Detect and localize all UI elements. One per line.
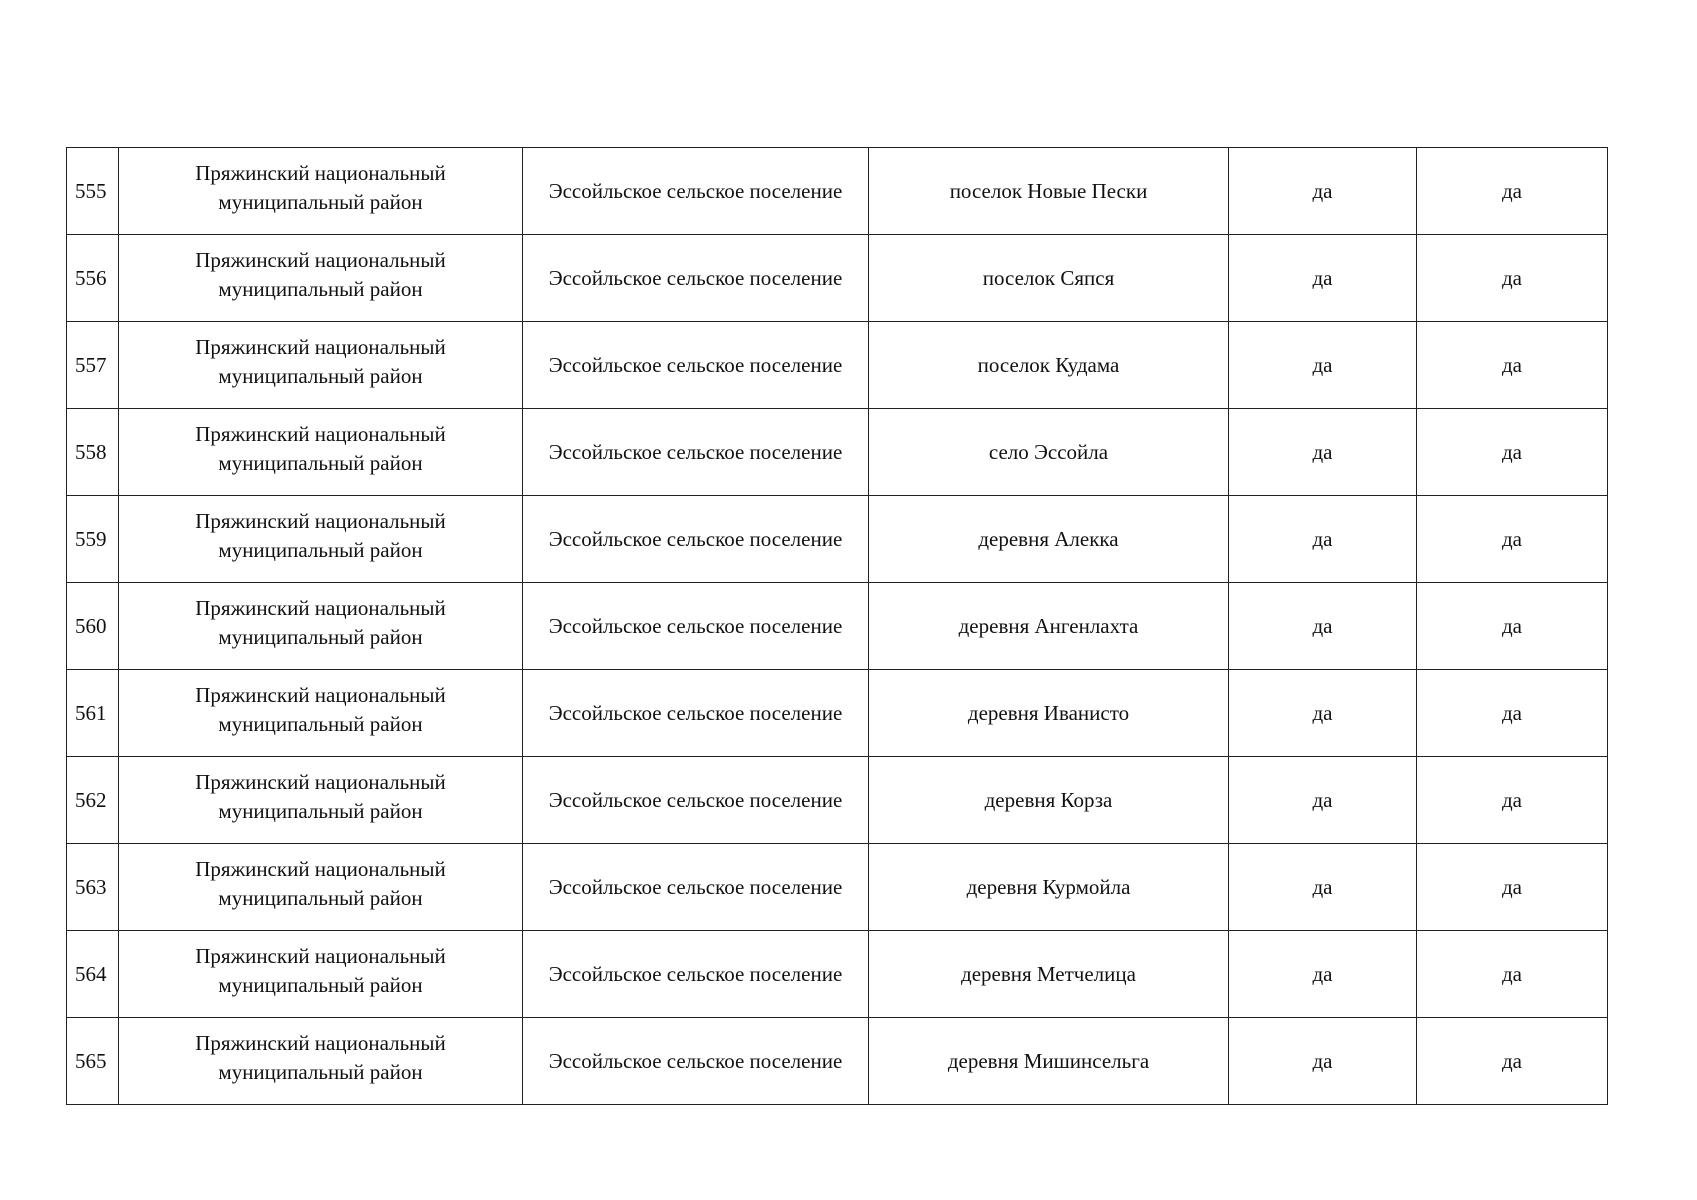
flag-cell-1: да xyxy=(1229,1018,1417,1105)
district-line1: Пряжинский национальный xyxy=(195,770,446,794)
settlement-cell: Эссойльское сельское поселение xyxy=(523,757,869,844)
settlement-cell: Эссойльское сельское поселение xyxy=(523,670,869,757)
table-row xyxy=(67,409,1608,496)
district-line1: Пряжинский национальный xyxy=(195,248,446,272)
flag-cell-1: да xyxy=(1229,757,1417,844)
table-row xyxy=(67,496,1608,583)
settlement-cell: Эссойльское сельское поселение xyxy=(523,931,869,1018)
locality-cell: деревня Метчелица xyxy=(869,931,1229,1018)
flag-cell-2: да xyxy=(1417,409,1608,496)
district-cell xyxy=(119,670,523,757)
settlement-cell: Эссойльское сельское поселение xyxy=(523,583,869,670)
settlement-cell: Эссойльское сельское поселение xyxy=(523,1018,869,1105)
row-number: 559 xyxy=(67,496,119,583)
settlements-table xyxy=(66,147,1608,1105)
flag-cell-1: да xyxy=(1229,670,1417,757)
district-line1: Пряжинский национальный xyxy=(195,335,446,359)
district-cell xyxy=(119,844,523,931)
locality-cell: деревня Мишинсельга xyxy=(869,1018,1229,1105)
table-body xyxy=(67,148,1608,1105)
settlement-cell: Эссойльское сельское поселение xyxy=(523,496,869,583)
flag-cell-1: да xyxy=(1229,235,1417,322)
district-line1: Пряжинский национальный xyxy=(195,422,446,446)
flag-cell-1: да xyxy=(1229,409,1417,496)
district-cell xyxy=(119,496,523,583)
flag-cell-2: да xyxy=(1417,757,1608,844)
table-row xyxy=(67,844,1608,931)
district-line2: муниципальный район xyxy=(218,277,423,301)
settlement-cell: Эссойльское сельское поселение xyxy=(523,235,869,322)
flag-cell-1: да xyxy=(1229,148,1417,235)
table-row xyxy=(67,757,1608,844)
flag-cell-2: да xyxy=(1417,1018,1608,1105)
flag-cell-1: да xyxy=(1229,931,1417,1018)
flag-cell-1: да xyxy=(1229,496,1417,583)
row-number: 561 xyxy=(67,670,119,757)
table-row xyxy=(67,322,1608,409)
district-line1: Пряжинский национальный xyxy=(195,683,446,707)
district-cell xyxy=(119,931,523,1018)
locality-cell: село Эссойла xyxy=(869,409,1229,496)
district-line1: Пряжинский национальный xyxy=(195,161,446,185)
district-line1: Пряжинский национальный xyxy=(195,857,446,881)
settlement-cell: Эссойльское сельское поселение xyxy=(523,148,869,235)
settlement-cell: Эссойльское сельское поселение xyxy=(523,322,869,409)
table-row xyxy=(67,235,1608,322)
row-number: 562 xyxy=(67,757,119,844)
locality-cell: деревня Корза xyxy=(869,757,1229,844)
district-cell xyxy=(119,1018,523,1105)
district-line2: муниципальный район xyxy=(218,625,423,649)
flag-cell-2: да xyxy=(1417,670,1608,757)
district-line2: муниципальный район xyxy=(218,1060,423,1084)
flag-cell-2: да xyxy=(1417,322,1608,409)
table-row xyxy=(67,148,1608,235)
row-number: 557 xyxy=(67,322,119,409)
district-cell xyxy=(119,409,523,496)
district-line2: муниципальный район xyxy=(218,364,423,388)
flag-cell-2: да xyxy=(1417,148,1608,235)
row-number: 565 xyxy=(67,1018,119,1105)
row-number: 556 xyxy=(67,235,119,322)
district-line2: муниципальный район xyxy=(218,451,423,475)
district-cell xyxy=(119,148,523,235)
flag-cell-2: да xyxy=(1417,583,1608,670)
district-line2: муниципальный район xyxy=(218,712,423,736)
district-line1: Пряжинский национальный xyxy=(195,944,446,968)
row-number: 558 xyxy=(67,409,119,496)
flag-cell-2: да xyxy=(1417,235,1608,322)
locality-cell: поселок Сяпся xyxy=(869,235,1229,322)
district-line1: Пряжинский национальный xyxy=(195,509,446,533)
district-line2: муниципальный район xyxy=(218,973,423,997)
table-row xyxy=(67,931,1608,1018)
flag-cell-2: да xyxy=(1417,844,1608,931)
district-line1: Пряжинский национальный xyxy=(195,1031,446,1055)
flag-cell-2: да xyxy=(1417,496,1608,583)
flag-cell-1: да xyxy=(1229,322,1417,409)
district-line1: Пряжинский национальный xyxy=(195,596,446,620)
table-row xyxy=(67,670,1608,757)
district-line2: муниципальный район xyxy=(218,886,423,910)
locality-cell: поселок Кудама xyxy=(869,322,1229,409)
flag-cell-2: да xyxy=(1417,931,1608,1018)
settlement-cell: Эссойльское сельское поселение xyxy=(523,844,869,931)
locality-cell: деревня Курмойла xyxy=(869,844,1229,931)
locality-cell: деревня Алекка xyxy=(869,496,1229,583)
row-number: 563 xyxy=(67,844,119,931)
flag-cell-1: да xyxy=(1229,583,1417,670)
table-row xyxy=(67,583,1608,670)
locality-cell: поселок Новые Пески xyxy=(869,148,1229,235)
row-number: 564 xyxy=(67,931,119,1018)
district-line2: муниципальный район xyxy=(218,538,423,562)
row-number: 560 xyxy=(67,583,119,670)
table-row xyxy=(67,1018,1608,1105)
district-cell xyxy=(119,322,523,409)
locality-cell: деревня Ангенлахта xyxy=(869,583,1229,670)
row-number: 555 xyxy=(67,148,119,235)
flag-cell-1: да xyxy=(1229,844,1417,931)
locality-cell: деревня Иванисто xyxy=(869,670,1229,757)
district-line2: муниципальный район xyxy=(218,190,423,214)
district-cell xyxy=(119,757,523,844)
settlement-cell: Эссойльское сельское поселение xyxy=(523,409,869,496)
district-line2: муниципальный район xyxy=(218,799,423,823)
district-cell xyxy=(119,235,523,322)
district-cell xyxy=(119,583,523,670)
